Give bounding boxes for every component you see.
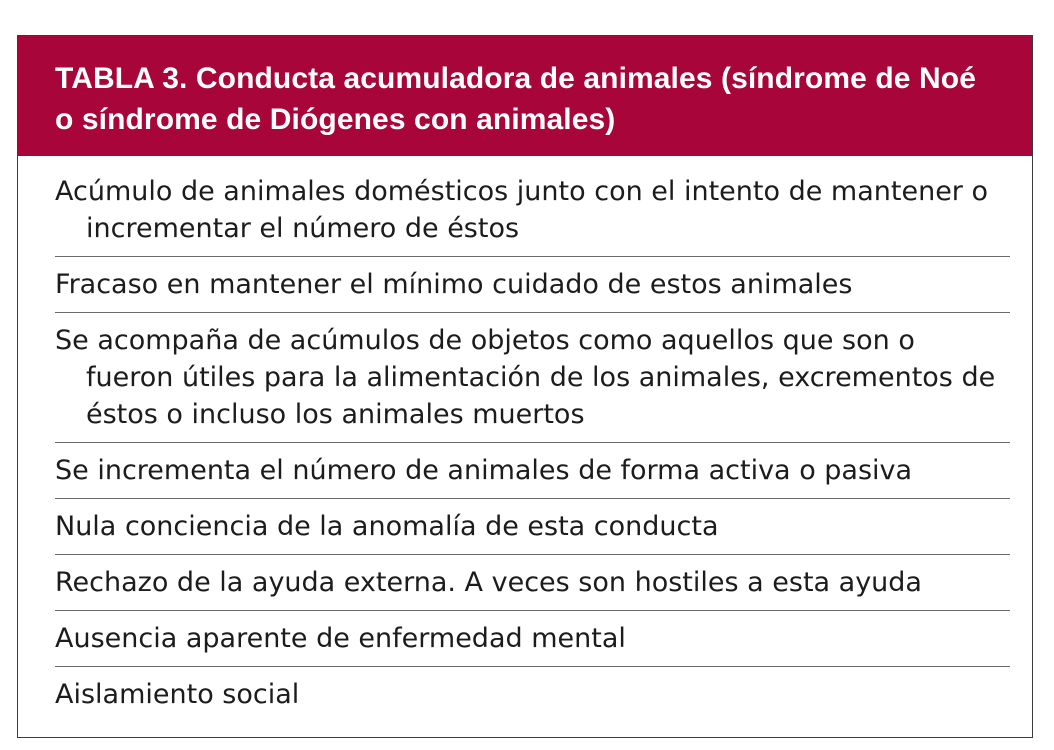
table-row: Acúmulo de animales domésticos junto con el intento de mantener o incrementar el número de éstos bbox=[55, 173, 1010, 257]
table-row: Nula conciencia de la anomalía de esta conducta bbox=[55, 508, 1010, 555]
table-row: Ausencia aparente de enfermedad mental bbox=[55, 620, 1010, 667]
table-row: Aislamiento social bbox=[55, 679, 300, 710]
table-header bbox=[18, 36, 1032, 156]
table-body bbox=[18, 156, 1032, 722]
table-row: Rechazo de la ayuda externa. A veces son hostiles a esta ayuda bbox=[55, 564, 1010, 611]
criteria-table bbox=[17, 35, 1033, 738]
table-row: Se acompaña de acúmulos de objetos como aquellos que son o fueron útiles para la alimentación de los animales, excrementos de éstos o incluso los animales muertos bbox=[55, 322, 1010, 443]
table-title: TABLA 3. Conducta acumuladora de animales (síndrome de Noé o síndrome de Diógenes con animales) bbox=[55, 62, 976, 136]
table-row: Se incrementa el número de animales de forma activa o pasiva bbox=[55, 452, 1010, 499]
table-row: Fracaso en mantener el mínimo cuidado de estos animales bbox=[55, 266, 1010, 313]
